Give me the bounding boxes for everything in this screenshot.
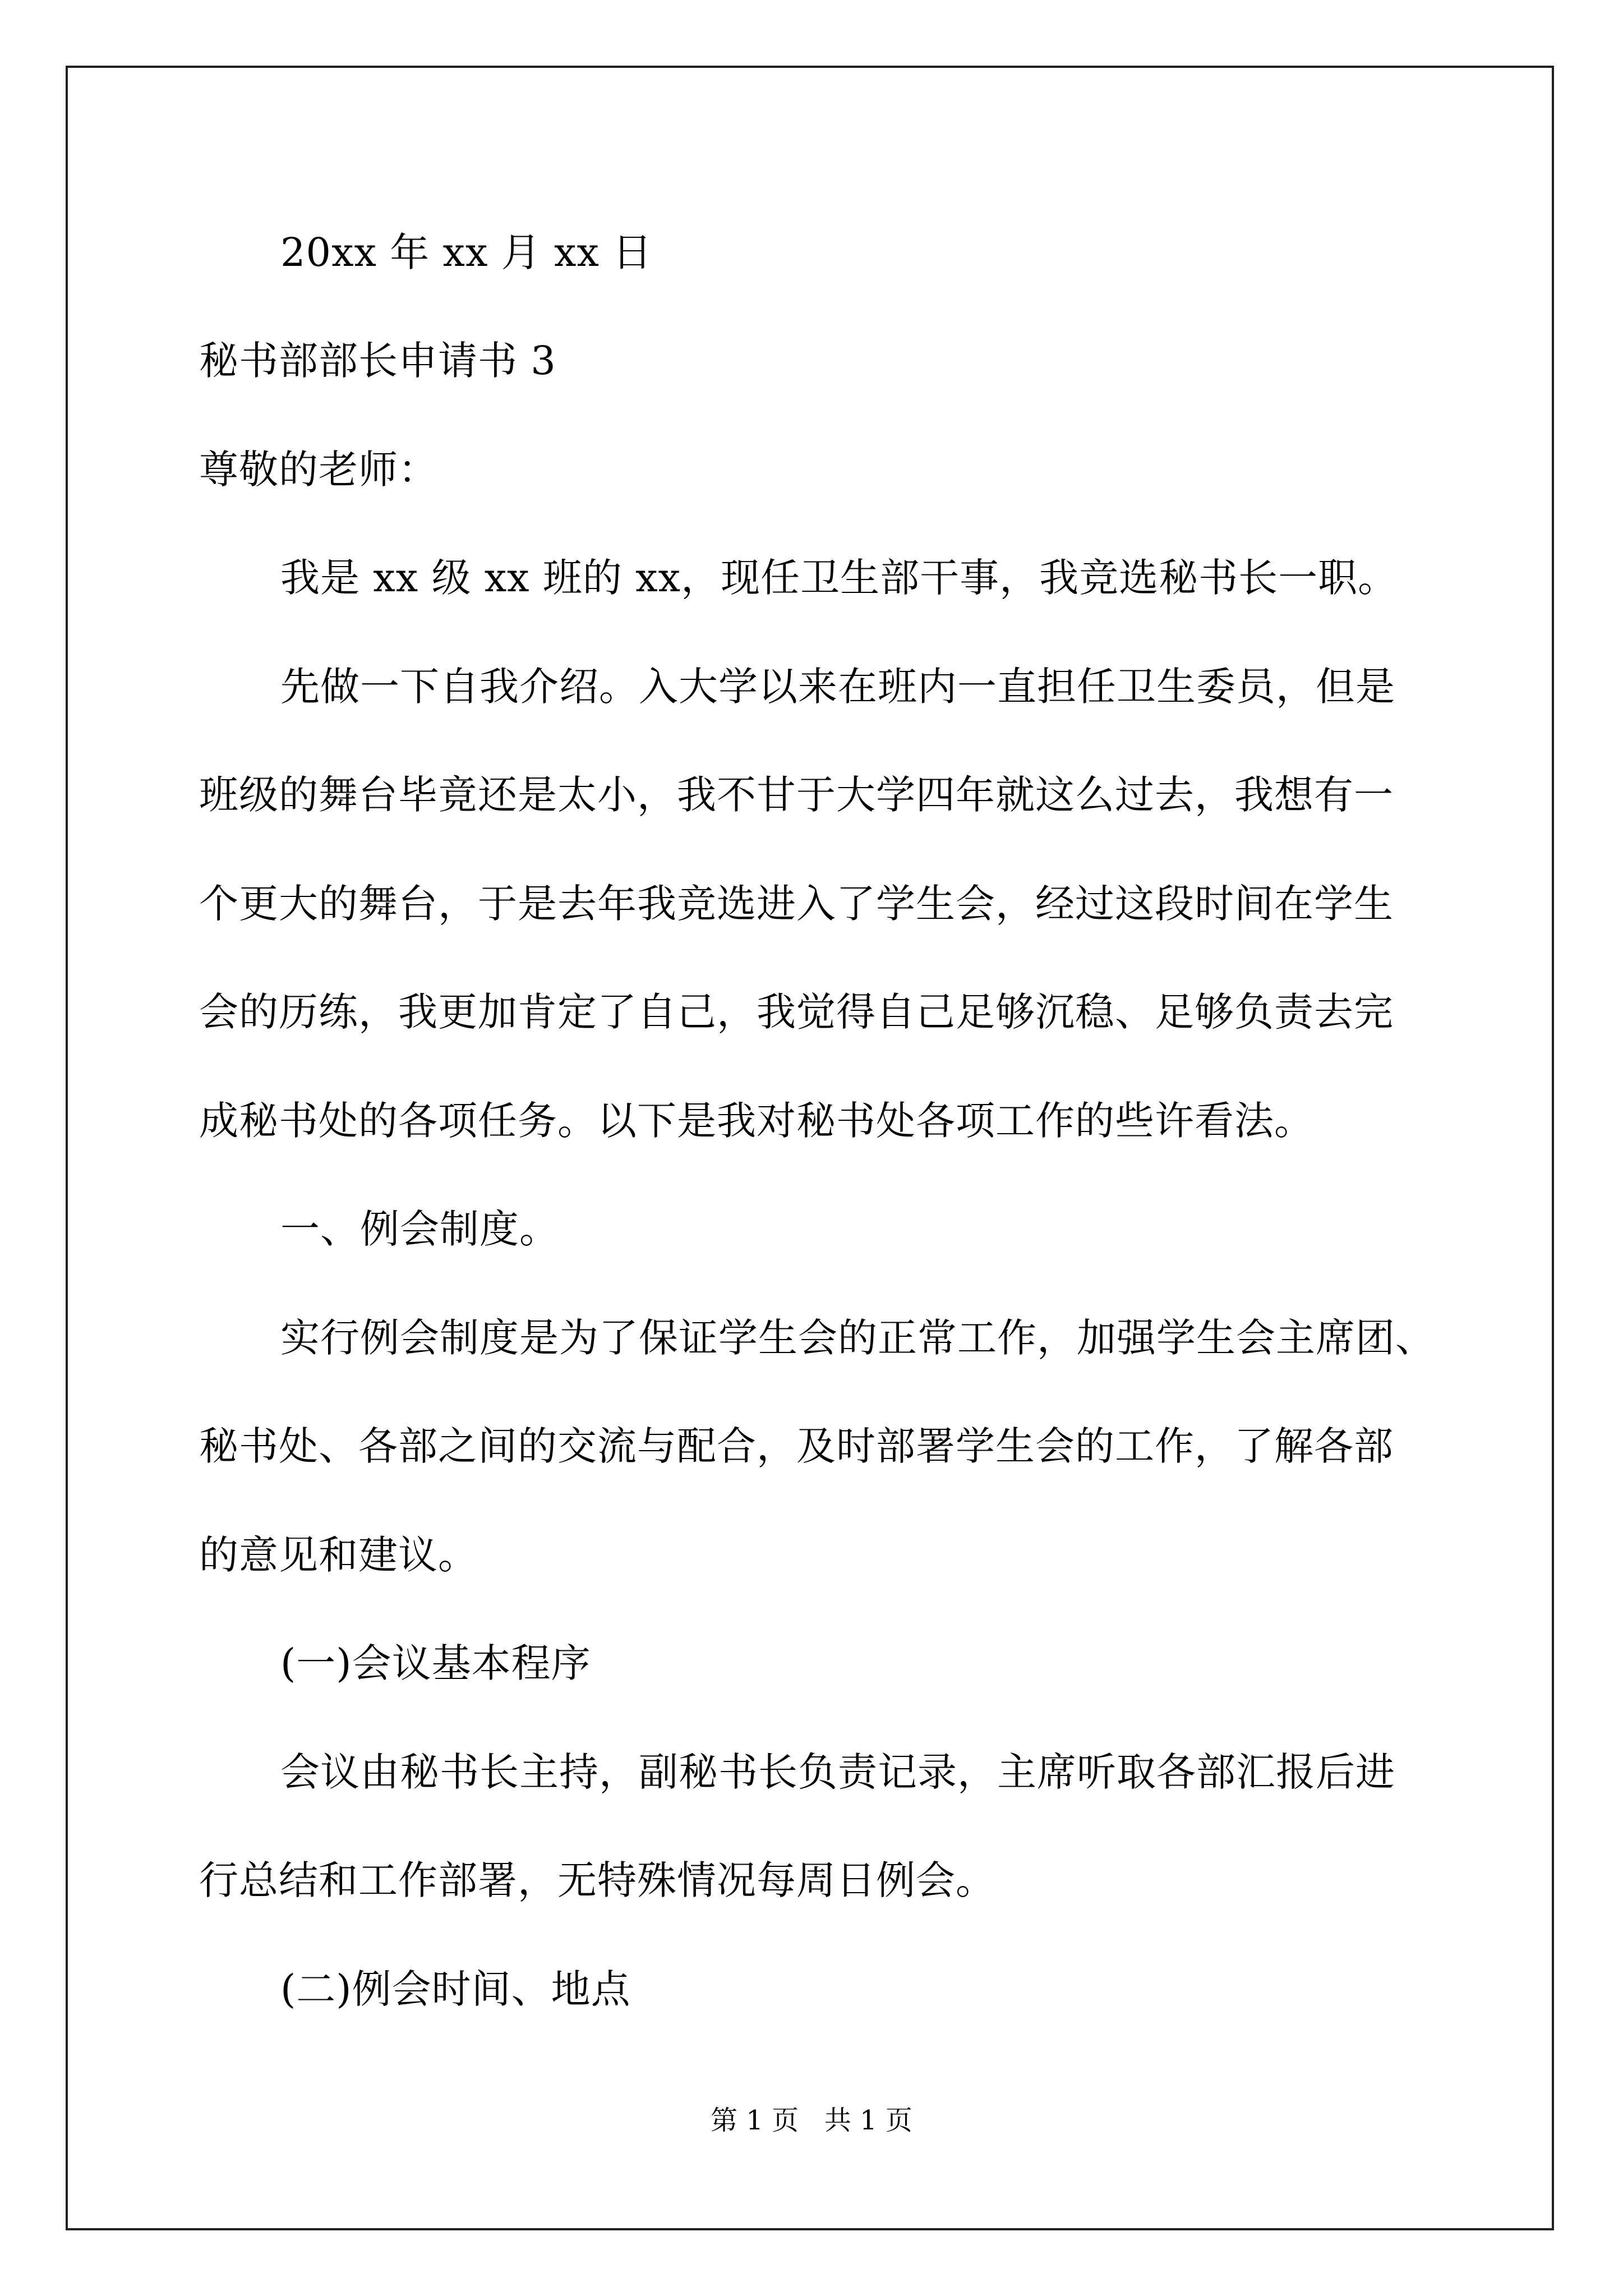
paragraph-line: 实行例会制度是为了保证学生会的正常工作，加强学生会主席团、	[280, 1315, 1435, 1361]
paragraph-line: 班级的舞台毕竟还是太小，我不甘于大学四年就这么过去，我想有一	[199, 772, 1394, 818]
paragraph-line: 会议由秘书长主持，副秘书长负责记录，主席听取各部汇报后进	[280, 1749, 1395, 1795]
paragraph-line: 我是 xx 级 xx 班的 xx，现任卫生部干事，我竞选秘书长一职。	[280, 555, 1398, 601]
paragraph-line: 个更大的舞台，于是去年我竞选进入了学生会，经过这段时间在学生	[199, 881, 1394, 927]
paragraph-line: 会的历练，我更加肯定了自己，我觉得自己足够沉稳、足够负责去完	[199, 989, 1394, 1035]
subsection-heading: (二)例会时间、地点	[280, 1966, 631, 2012]
paragraph-line: 的意见和建议。	[199, 1532, 478, 1578]
section-heading: 一、例会制度。	[280, 1206, 559, 1252]
document-title: 秘书部部长申请书 3	[199, 338, 556, 384]
paragraph-line: 秘书处、各部之间的交流与配合，及时部署学生会的工作，了解各部	[199, 1423, 1394, 1469]
date-line: 20xx 年 xx 月 xx 日	[280, 229, 653, 275]
paragraph-line: 成秘书处的各项任务。以下是我对秘书处各项工作的些许看法。	[199, 1098, 1314, 1144]
subsection-heading: (一)会议基本程序	[280, 1640, 591, 1686]
paragraph-line: 行总结和工作部署，无特殊情况每周日例会。	[199, 1857, 995, 1903]
page-number: 第 1 页 共 1 页	[711, 2105, 912, 2136]
paragraph-line: 先做一下自我介绍。入大学以来在班内一直担任卫生委员，但是	[280, 664, 1395, 710]
salutation: 尊敬的老师：	[199, 447, 438, 493]
